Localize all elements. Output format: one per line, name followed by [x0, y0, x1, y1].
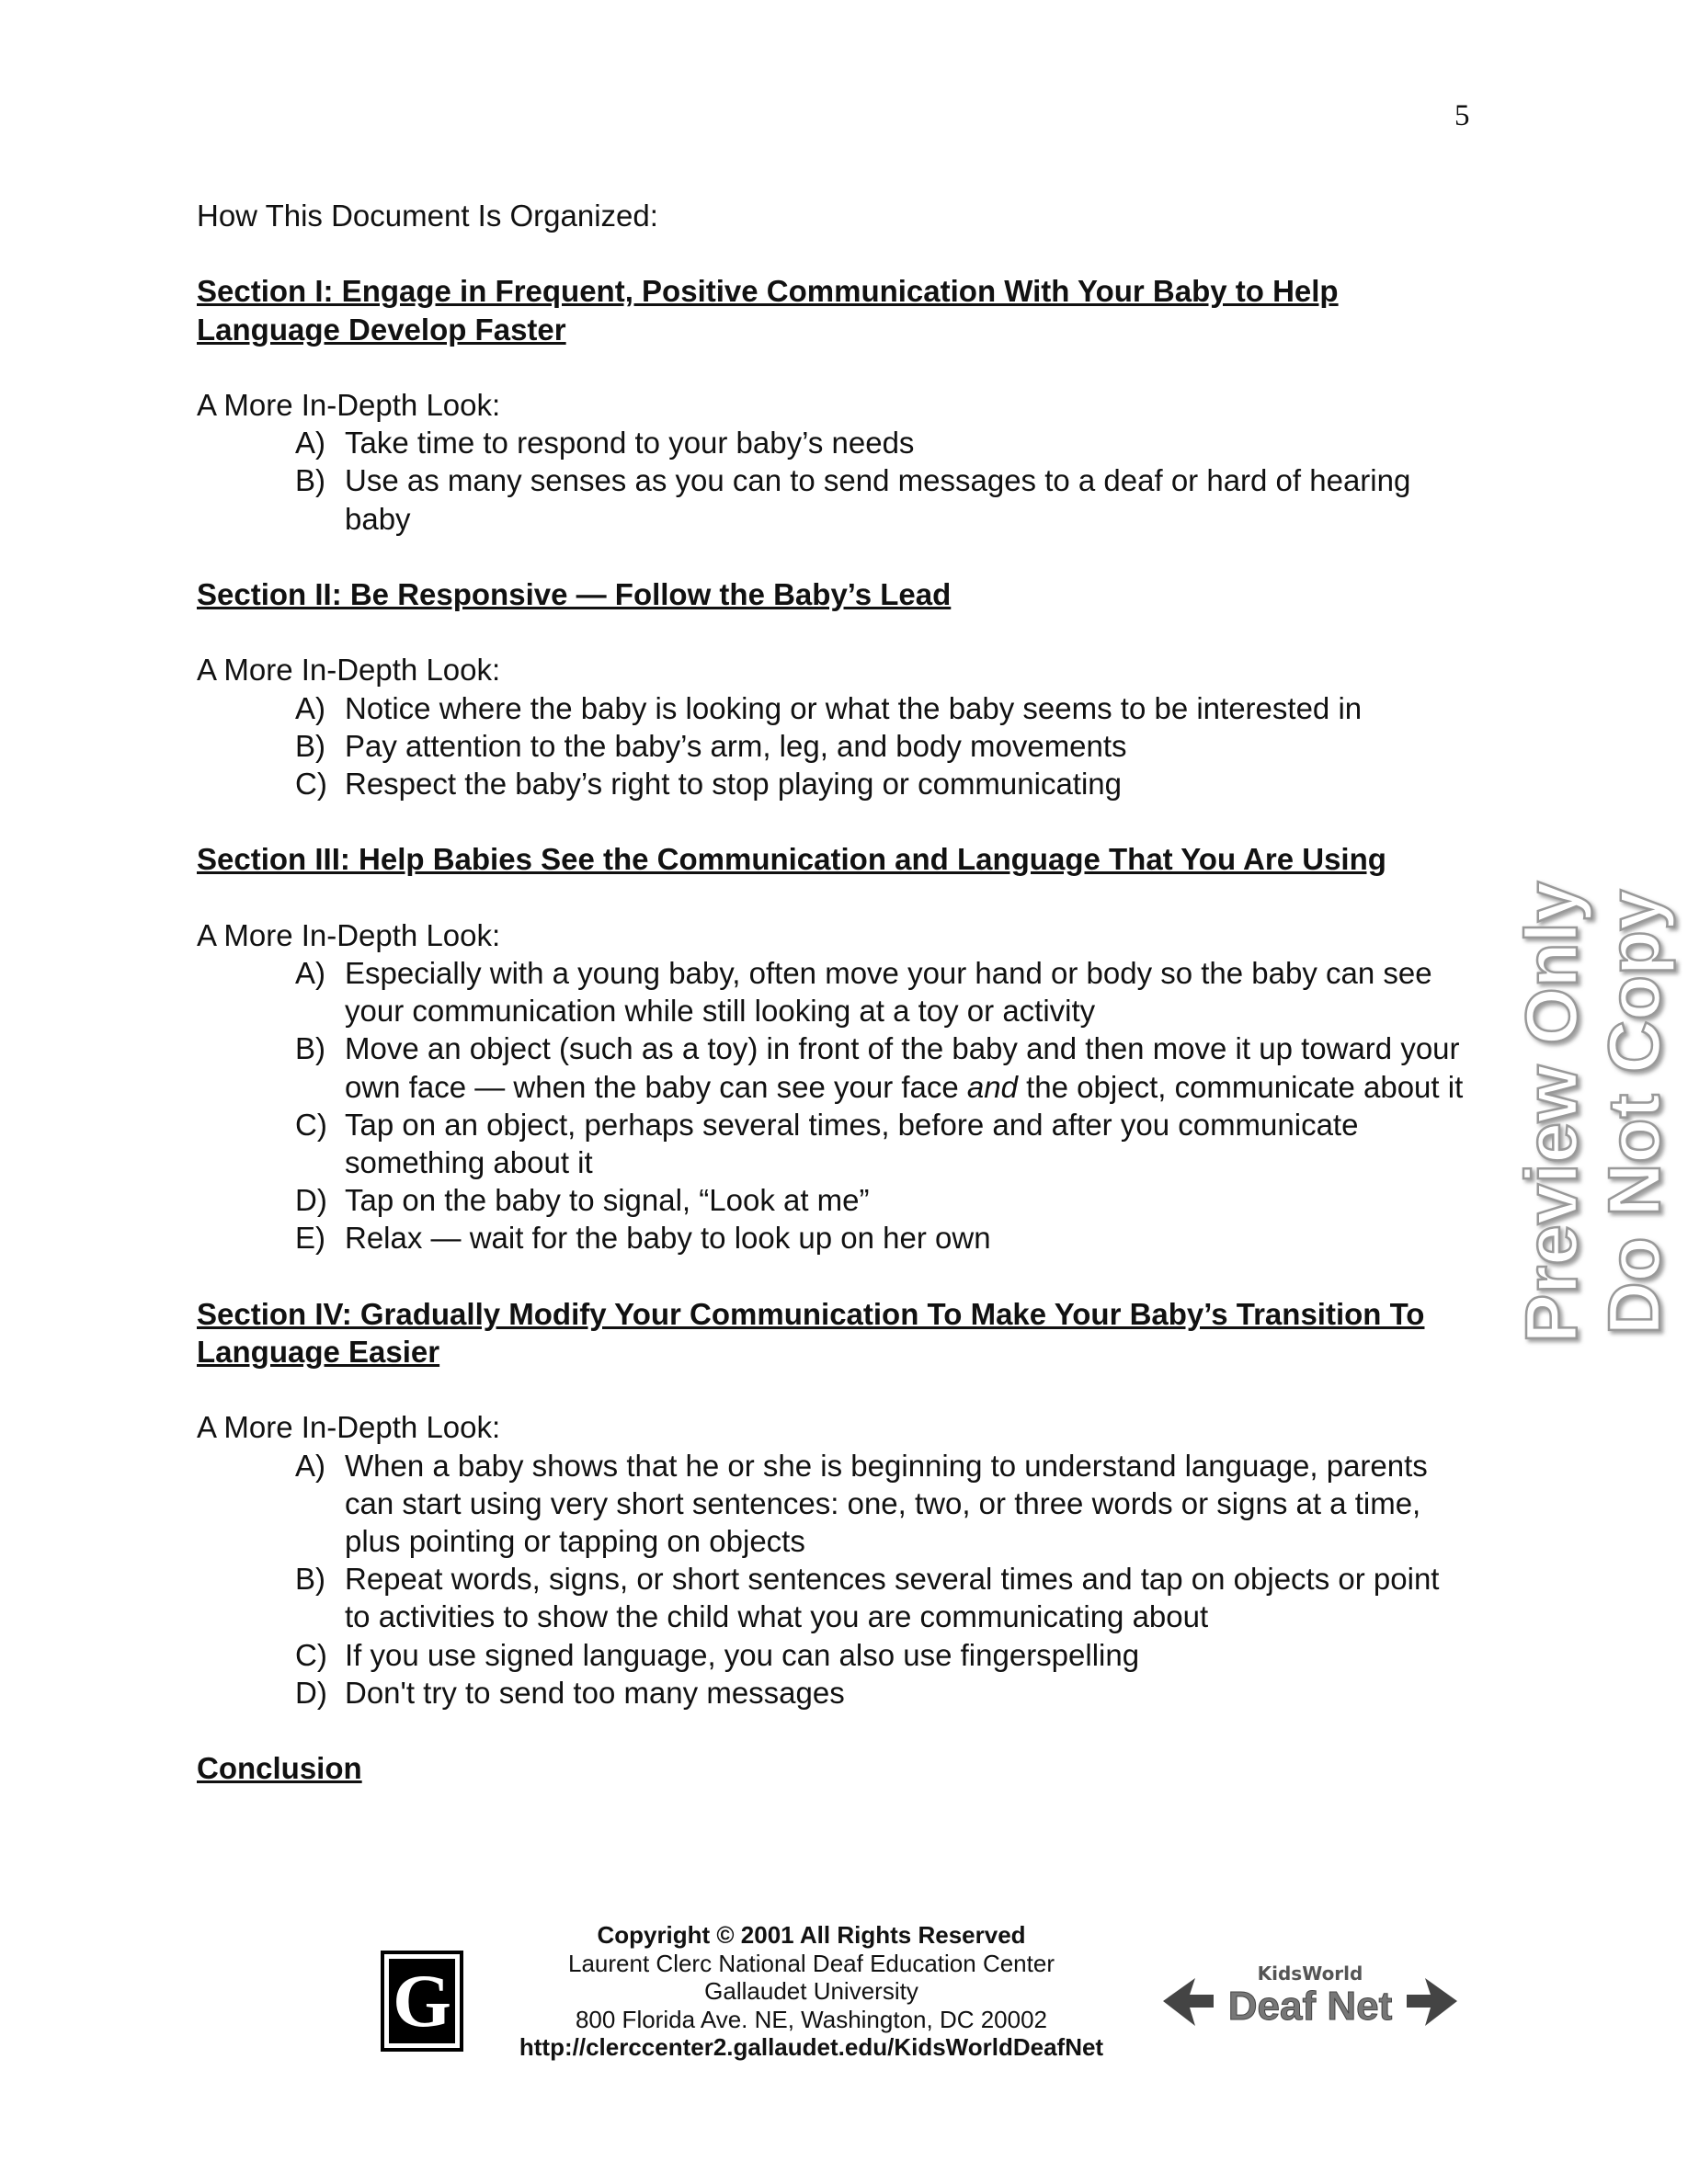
item-letter: D): [295, 1183, 327, 1218]
item-list: [197, 424, 1484, 538]
item-list: [197, 689, 1484, 803]
document-body: [197, 197, 1484, 1787]
item-letter: C): [295, 1637, 327, 1672]
list-item: [197, 765, 1471, 802]
subheading: A More In-Depth Look:: [197, 387, 501, 422]
org-name: Laurent Clerc National Deaf Education Center: [568, 1949, 1055, 1977]
conclusion-heading: Conclusion: [197, 1751, 362, 1786]
website-url[interactable]: http://clerccenter2.gallaudet.edu/KidsWorldDeafNet: [519, 2033, 1104, 2061]
item-text: Don't try to send too many messages: [345, 1675, 845, 1710]
item-letter: C): [295, 766, 327, 801]
item-text: Tap on the baby to signal, “Look at me”: [345, 1183, 870, 1218]
section-heading: Section III: Help Babies See the Communication and Language That You Are Using: [197, 842, 1386, 877]
copyright: Copyright © 2001 All Rights Reserved: [597, 1921, 1026, 1949]
item-letter: C): [295, 1107, 327, 1142]
list-item: [197, 1219, 1471, 1257]
list-item: [197, 1029, 1471, 1105]
intro-heading: How This Document Is Organized:: [197, 199, 658, 233]
list-item: [197, 1447, 1471, 1561]
item-letter: A): [295, 426, 325, 461]
watermark-line1: Preview Only: [1511, 881, 1592, 1344]
item-text: Pay attention to the baby’s arm, leg, and body movements: [345, 728, 1127, 763]
list-item: [197, 689, 1471, 727]
item-letter: A): [295, 1448, 325, 1483]
list-item: [197, 1674, 1471, 1712]
list-item: [197, 1636, 1471, 1674]
item-letter: B): [295, 463, 325, 498]
address: 800 Florida Ave. NE, Washington, DC 20002: [575, 2005, 1048, 2033]
page-number: 5: [1454, 99, 1470, 132]
list-item: [197, 424, 1471, 461]
item-text: Especially with a young baby, often move your hand or body so the baby can see your communication while still looking at a toy or activity: [345, 955, 1432, 1029]
item-text: If you use signed language, you can also use fingerspelling: [345, 1637, 1140, 1672]
item-letter: B): [295, 1031, 325, 1066]
item-text: Take time to respond to your baby’s needs: [345, 426, 915, 461]
footer: [0, 1921, 1688, 2105]
item-list: [197, 1447, 1484, 1712]
section-heading: Section I: Engage in Frequent, Positive Communication With Your Baby to Help Language Develop Faster: [197, 274, 1339, 347]
item-text: Tap on an object, perhaps several times, before and after you communicate something about it: [345, 1107, 1359, 1179]
list-item: [197, 1106, 1471, 1181]
item-letter: D): [295, 1675, 327, 1710]
subheading: A More In-Depth Look:: [197, 653, 501, 688]
item-letter: E): [295, 1221, 325, 1256]
item-letter: B): [295, 1562, 325, 1597]
section-heading: Section II: Be Responsive — Follow the Baby’s Lead: [197, 576, 952, 611]
item-text: When a baby shows that he or she is beginning to understand language, parents can start using very short sentences: one, two, or three words or signs at a time, plus pointing or tapping on objects: [345, 1448, 1428, 1558]
item-text: Move an object (such as a toy) in front of the baby and then move it up toward your own face — when the baby can see your face: [345, 1031, 1460, 1104]
item-letter: A): [295, 690, 325, 725]
item-text: Use as many senses as you can to send messages to a deaf or hard of hearing baby: [345, 463, 1411, 536]
list-item: [197, 1181, 1471, 1219]
gallaudet-logo: G: [381, 1951, 463, 2052]
subheading: A More In-Depth Look:: [197, 917, 501, 952]
watermark-line2: Do Not Copy: [1593, 889, 1675, 1336]
list-item: [197, 1560, 1471, 1635]
kidsworld-deafnet-logo: [1158, 1960, 1462, 2033]
item-text: the object, communicate about it: [1017, 1069, 1464, 1104]
item-text: Repeat words, signs, or short sentences several times and tap on objects or point to activities to show the child what you are communicating about: [345, 1562, 1440, 1634]
item-text: Notice where the baby is looking or what the baby seems to be interested in: [345, 690, 1363, 725]
item-list: [197, 954, 1484, 1257]
svg-text:Deaf Net: Deaf Net: [1227, 1984, 1393, 2029]
subheading: A More In-Depth Look:: [197, 1410, 501, 1445]
item-letter: A): [295, 955, 325, 990]
item-text: and: [966, 1069, 1018, 1104]
item-text: Relax — wait for the baby to look up on her own: [345, 1221, 991, 1256]
item-letter: B): [295, 728, 325, 763]
section-heading: Section IV: Gradually Modify Your Communication To Make Your Baby’s Transition To Language Easier: [197, 1296, 1425, 1369]
list-item: [197, 954, 1471, 1029]
list-item: [197, 727, 1471, 765]
watermark: [1508, 515, 1682, 1710]
university: Gallaudet University: [704, 1977, 918, 2005]
item-text: Respect the baby’s right to stop playing or communicating: [345, 766, 1123, 801]
list-item: [197, 461, 1471, 537]
svg-text:KidsWorld: KidsWorld: [1257, 1962, 1363, 1985]
